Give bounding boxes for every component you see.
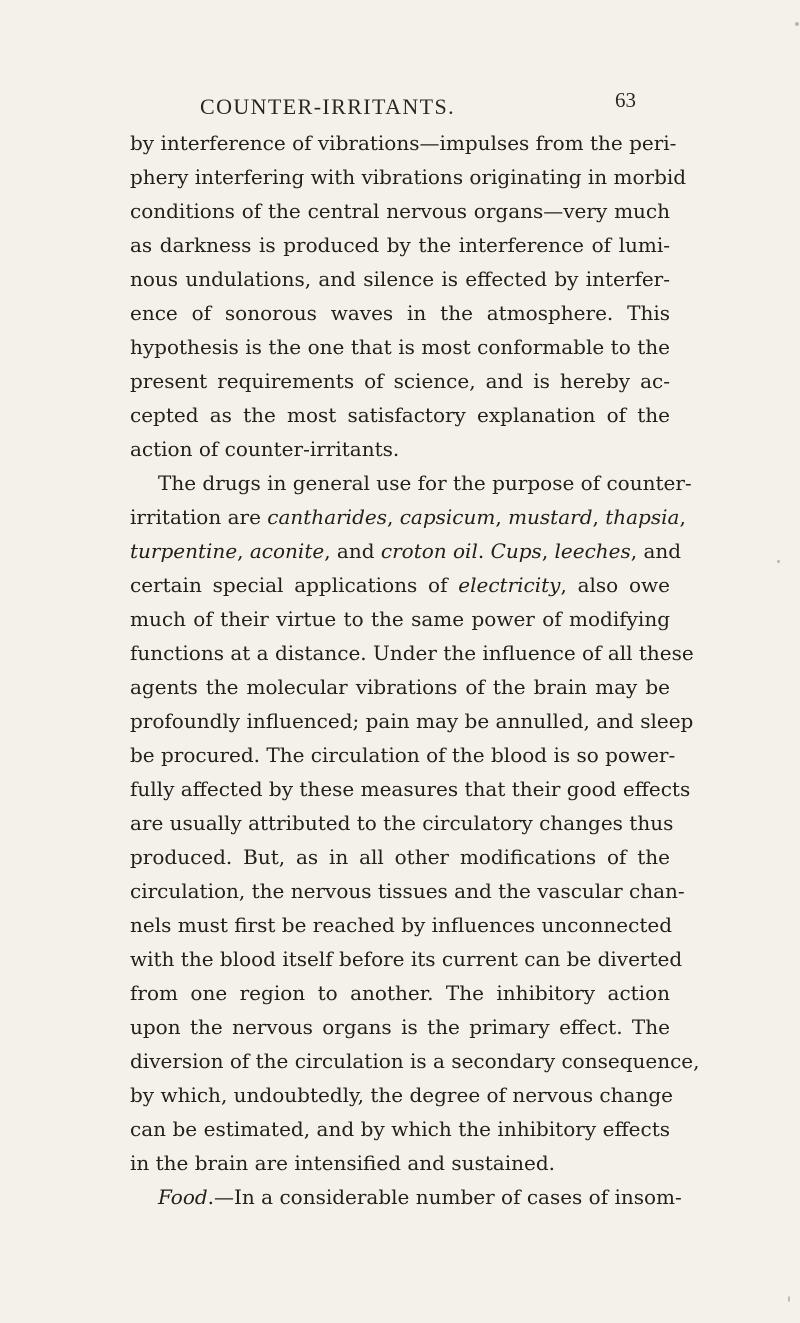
text-line xyxy=(130,160,687,194)
text-line xyxy=(130,398,670,432)
text-line xyxy=(130,772,691,806)
text-line xyxy=(130,704,694,738)
text-run: irritation are xyxy=(130,505,268,529)
body-text xyxy=(130,126,700,1214)
text-run: , xyxy=(495,505,509,529)
text-run: cepted as the most satisfactory explanation of the xyxy=(130,403,670,427)
text-line xyxy=(130,466,692,500)
text-run: phery interfering with vibrations originating in morbid xyxy=(130,165,687,189)
text-line xyxy=(130,840,670,874)
text-line xyxy=(130,602,670,636)
text-run: , and xyxy=(630,539,682,563)
text-line xyxy=(130,500,686,534)
text-line xyxy=(130,1078,673,1112)
text-run: circulation, the nervous tissues and the vascular chan- xyxy=(130,879,685,903)
text-line xyxy=(130,194,670,228)
text-line xyxy=(130,1112,670,1146)
text-run: , xyxy=(592,505,606,529)
text-run: , also owe xyxy=(560,573,670,597)
text-run: diversion of the circulation is a secondary consequence, xyxy=(130,1049,700,1073)
italic-term: cantharides xyxy=(267,505,387,529)
text-run: , xyxy=(237,539,250,563)
paper-speck xyxy=(795,22,799,26)
text-run: much of their virtue to the same power of modifying xyxy=(130,607,670,631)
text-run: hypothesis is the one that is most conformable to the xyxy=(130,335,670,359)
text-line xyxy=(130,908,673,942)
text-run: can be estimated, and by which the inhibitory effects xyxy=(130,1117,670,1141)
text-run: nels must first be reached by influences unconnected xyxy=(130,913,673,937)
text-run: produced. But, as in all other modifications of the xyxy=(130,845,670,869)
text-run: , xyxy=(541,539,555,563)
page-number: 63 xyxy=(615,88,636,112)
italic-term: turpentine xyxy=(130,539,238,563)
text-line xyxy=(130,296,670,330)
text-run: , and xyxy=(324,539,381,563)
text-run: be procured. The circulation of the blood is so power- xyxy=(130,743,676,767)
text-run: , xyxy=(679,505,686,529)
text-run: certain special applications of xyxy=(130,573,459,597)
italic-term: Food xyxy=(158,1185,208,1209)
text-run: by interference of vibrations—impulses from the peri- xyxy=(130,131,677,155)
text-run: nous undulations, and silence is effected by interfer- xyxy=(130,267,670,291)
text-run: upon the nervous organs is the primary effect. The xyxy=(130,1015,670,1039)
text-line xyxy=(130,874,685,908)
italic-term: Cups xyxy=(490,539,542,563)
text-line xyxy=(130,262,670,296)
running-head: COUNTER-IRRITANTS. xyxy=(200,94,456,119)
italic-term: leeches xyxy=(554,539,631,563)
text-run: present requirements of science, and is hereby ac- xyxy=(130,369,670,393)
italic-term: electricity xyxy=(458,573,561,597)
text-run: ence of sonorous waves in the atmosphere. This xyxy=(130,301,670,325)
text-line xyxy=(130,636,694,670)
text-line xyxy=(130,738,676,772)
text-line xyxy=(130,1146,670,1180)
text-run: .—In a considerable number of cases of insom- xyxy=(207,1185,682,1209)
text-run: profoundly influenced; pain may be annulled, and sleep xyxy=(130,709,694,733)
page-header xyxy=(200,88,636,128)
paper-speck xyxy=(777,560,780,563)
text-line xyxy=(130,1010,670,1044)
text-line xyxy=(130,806,674,840)
text-line xyxy=(130,228,670,262)
text-run: agents the molecular vibrations of the brain may be xyxy=(130,675,670,699)
text-line xyxy=(130,942,683,976)
text-run: , xyxy=(386,505,400,529)
text-line xyxy=(130,1044,700,1078)
text-run: as darkness is produced by the interference of lumi- xyxy=(130,233,670,257)
italic-term: capsicum xyxy=(399,505,496,529)
text-run: fully affected by these measures that their good effects xyxy=(130,777,691,801)
text-line xyxy=(130,670,670,704)
text-line xyxy=(130,568,670,602)
text-run: from one region to another. The inhibitory action xyxy=(130,981,670,1005)
italic-term: croton oil xyxy=(380,539,478,563)
paper-speck xyxy=(788,1296,790,1302)
text-run: are usually attributed to the circulatory changes thus xyxy=(130,811,674,835)
text-run: action of counter-irritants. xyxy=(130,437,400,461)
text-line xyxy=(130,534,682,568)
text-line xyxy=(130,330,670,364)
text-run: in the brain are intensified and sustained. xyxy=(130,1151,555,1175)
italic-term: thapsia xyxy=(605,505,680,529)
italic-term: aconite xyxy=(249,539,325,563)
text-run: conditions of the central nervous organs—very much xyxy=(130,199,670,223)
text-line xyxy=(130,126,677,160)
text-line xyxy=(130,1180,682,1214)
text-run: The drugs in general use for the purpose of counter- xyxy=(158,471,692,495)
text-run: by which, undoubtedly, the degree of nervous change xyxy=(130,1083,673,1107)
text-run: functions at a distance. Under the influence of all these xyxy=(130,641,694,665)
italic-term: mustard xyxy=(508,505,593,529)
text-line xyxy=(130,364,670,398)
text-run: . xyxy=(477,539,491,563)
text-run: with the blood itself before its current can be diverted xyxy=(130,947,683,971)
text-line xyxy=(130,976,670,1010)
text-line xyxy=(130,432,670,466)
